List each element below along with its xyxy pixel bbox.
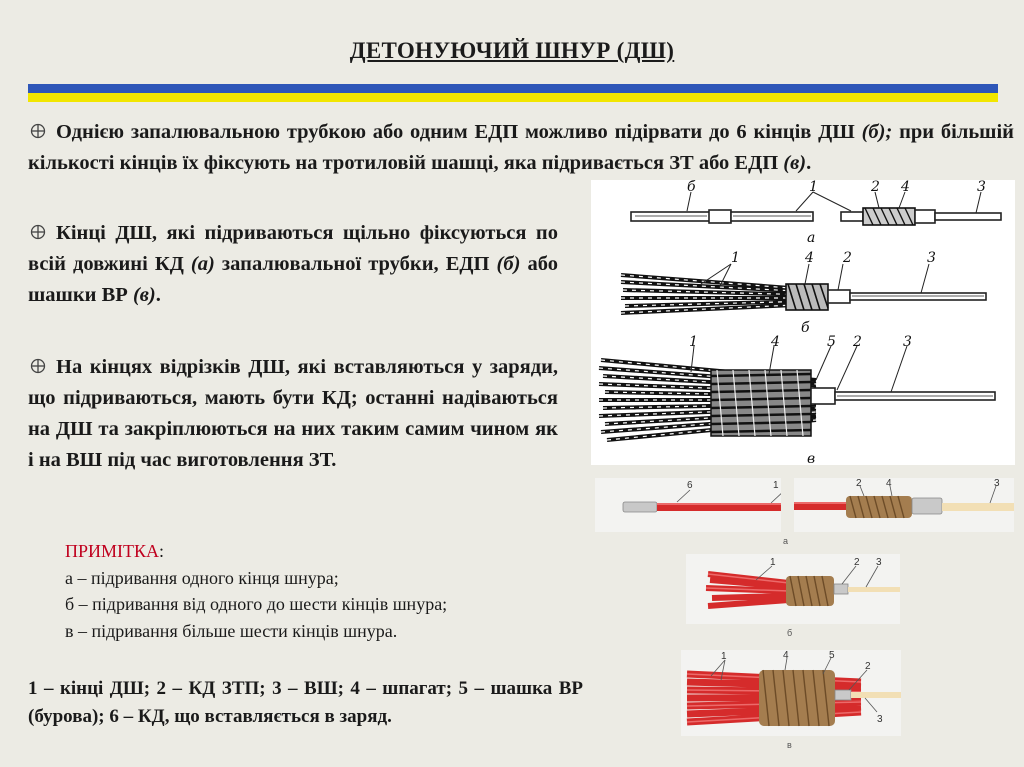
note-header: ПРИМІТКА bbox=[65, 541, 160, 561]
photo-a2-label-4: 4 bbox=[886, 478, 892, 489]
ref-v: (в) bbox=[783, 152, 807, 174]
drawing-a-label-1: 1 bbox=[809, 180, 818, 195]
drawing-a-label-4: 4 bbox=[901, 180, 910, 195]
photo-c-caption: в bbox=[787, 740, 792, 750]
drawing-b-label-3: 3 bbox=[927, 250, 936, 266]
paragraph-2-text: запалювальної трубки, ЕДП bbox=[214, 253, 497, 275]
drawing-c-label-4: 4 bbox=[771, 334, 780, 350]
paragraph-1-text: при більшій кількості кінців їх фіксують на тротиловій шашці, яка підривається ЗТ або ЕДП bbox=[28, 121, 1014, 174]
circle-cross-bullet-icon bbox=[30, 224, 46, 240]
circle-cross-bullet-icon bbox=[30, 358, 46, 374]
paragraph-2-text: або шашки ВР bbox=[28, 253, 558, 306]
drawing-b-letter: б bbox=[801, 320, 810, 336]
paragraph-1 bbox=[28, 117, 1014, 179]
note-line-b: б – підривання від одного до шести кінців шнура; bbox=[65, 594, 448, 614]
note-block bbox=[65, 538, 625, 644]
note-header-line bbox=[65, 538, 625, 565]
photo-b bbox=[686, 554, 900, 624]
drawing-c-letter: в bbox=[807, 451, 816, 465]
photo-a2-label-2: 2 bbox=[856, 478, 862, 489]
page-title: ДЕТОНУЮЧИЙ ШНУР (ДШ) bbox=[349, 38, 675, 63]
flag-stripe-yellow bbox=[28, 93, 998, 102]
photo-c-label-2: 2 bbox=[865, 661, 871, 672]
note-line-a: а – підривання одного кінця шнура; bbox=[65, 567, 339, 588]
drawing-c-label-1: 1 bbox=[689, 334, 698, 350]
circle-cross-bullet-icon bbox=[30, 123, 46, 139]
photo-c-label-1: 1 bbox=[721, 651, 727, 662]
drawing-figure-a bbox=[631, 180, 1001, 246]
paragraph-1-text: Однією запалювальною трубкою або одним ЕДП можливо підірвати до 6 кінців ДШ bbox=[56, 121, 862, 143]
paragraph-3 bbox=[28, 352, 558, 476]
photo-c bbox=[681, 650, 901, 736]
drawing-figure-b bbox=[621, 250, 986, 336]
drawing-figure-c bbox=[599, 334, 995, 465]
note-colon: : bbox=[159, 541, 165, 561]
photo-a-caption: а bbox=[783, 536, 789, 546]
drawing-a-label-3: 3 bbox=[977, 180, 986, 195]
ref-v: (в) bbox=[132, 284, 156, 306]
paragraph-2-text: Кінці ДШ, які підриваються щільно фіксуються по всій довжині КД bbox=[28, 222, 558, 275]
photo-b-caption: б bbox=[787, 628, 793, 638]
photo-a-left bbox=[595, 478, 781, 532]
paragraph-3-text: На кінцях відрізків ДШ, які вставляються у заряди, що підриваються, мають бути КД; останні надіваються на ДШ та закріплюються на них таким самим чином як і на ВШ під час виготовлення ЗТ. bbox=[28, 356, 558, 471]
photo-a1-label-1: 1 bbox=[773, 480, 779, 491]
drawing-c-label-2: 2 bbox=[853, 334, 862, 350]
photo-a1-label-6: 6 bbox=[687, 480, 693, 491]
photo-a2-label-3: 3 bbox=[994, 478, 1000, 489]
paragraph-2-text: . bbox=[155, 284, 161, 306]
drawing-b-label-1: 1 bbox=[731, 250, 740, 266]
drawing-a-label-6: б bbox=[687, 180, 696, 195]
drawing-a-label-2: 2 bbox=[871, 180, 880, 195]
legend-text: 1 – кінці ДШ; 2 – КД ЗТП; 3 – ВШ; 4 – шпагат; 5 – шашка ВР (бурова); 6 – КД, що вставляється в заряд. bbox=[28, 678, 583, 727]
drawing-c-label-5: 5 bbox=[827, 334, 836, 350]
photo-a-right bbox=[794, 478, 1014, 532]
photo-b-label-1: 1 bbox=[770, 557, 776, 568]
photo-b-label-3: 3 bbox=[876, 557, 882, 568]
drawing-c-label-3: 3 bbox=[903, 334, 912, 350]
drawing-b-label-2: 2 bbox=[843, 250, 852, 266]
ref-a: (а) bbox=[190, 253, 215, 275]
technical-drawing bbox=[591, 180, 1015, 465]
ref-b: (б); bbox=[861, 121, 893, 143]
note-line-v: в – підривання більше шести кінців шнура. bbox=[65, 620, 398, 641]
paragraph-1-text: . bbox=[806, 152, 812, 174]
drawing-a-letter: а bbox=[807, 230, 816, 246]
photo-c-label-3: 3 bbox=[877, 714, 883, 725]
drawing-b-label-4: 4 bbox=[805, 250, 814, 266]
photo-c-label-5: 5 bbox=[829, 650, 835, 661]
photo-b-label-2: 2 bbox=[854, 557, 860, 568]
paragraph-2 bbox=[28, 218, 558, 311]
flag-stripe-blue bbox=[28, 84, 998, 93]
photo-c-label-4: 4 bbox=[783, 650, 789, 661]
ref-b: (б) bbox=[496, 253, 521, 275]
